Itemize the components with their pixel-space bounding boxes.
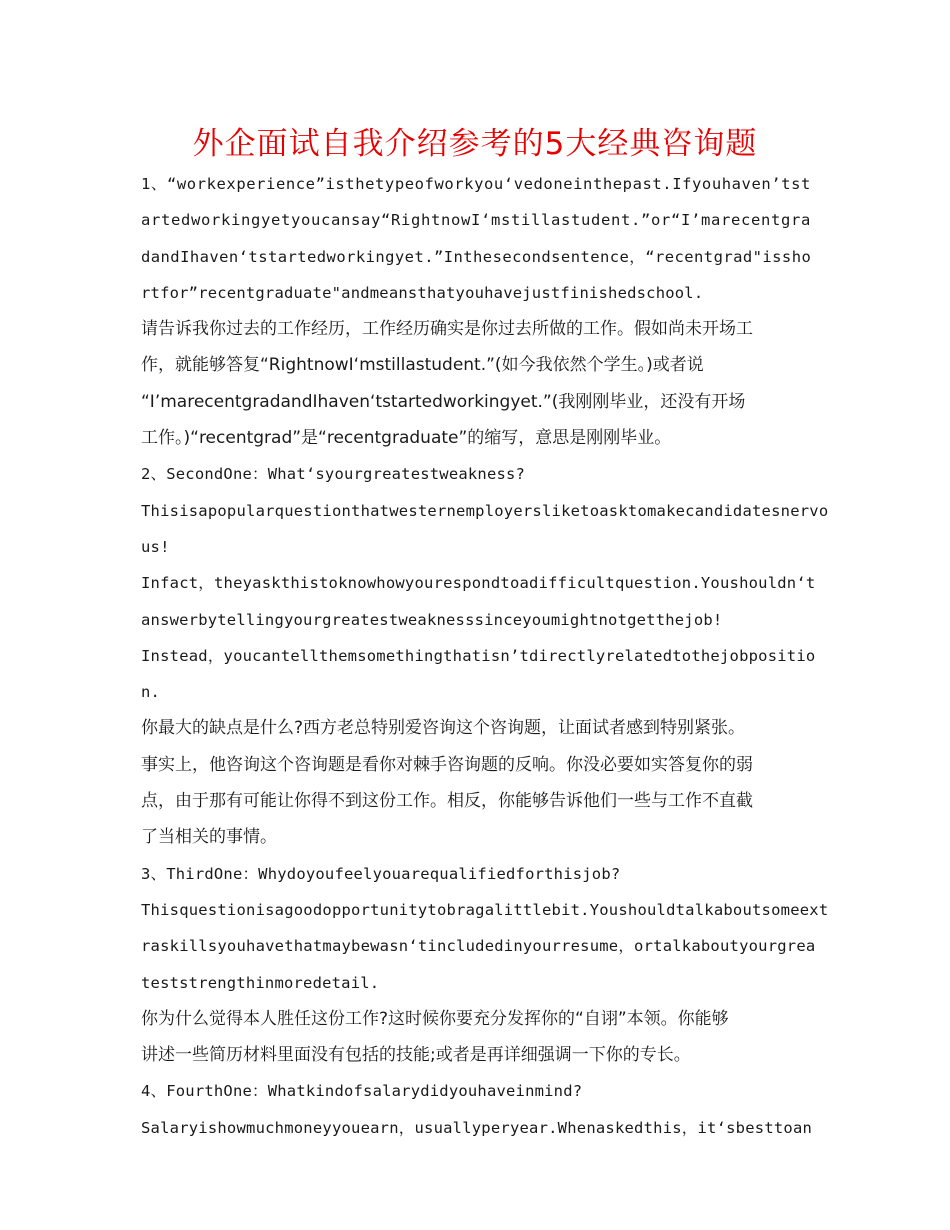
text-line: I n f a c t ， t h e y a s k t h i s t o k n o w h o w y o u r e s p o n d t o a d i f f i c u l t q u e s t i o n . Y o u s h o u l d n ‘ t	[141, 574, 816, 593]
text-line: 工作。)“recentgrad”是“recentgraduate”的缩写，意思是刚刚毕业。	[141, 428, 672, 449]
text-line: r a s k i l l s y o u h a v e t h a t m a y b e w a s n ‘ t i n c l u d e d i n y o u r r e s u m e ， o r t a l k a b o u t y o u r g r e a	[141, 937, 816, 956]
text-line: d a n d I h a v e n ‘ t s t a r t e d w o r k i n g y e t . ” I n t h e s e c o n d s e n t e n c e ， “ r e c e n t g r a d " i s s h o	[141, 247, 811, 266]
text-line: 你为什么觉得本人胜任这份工作?这时候你要充分发挥你的“自诩”本领。你能够	[141, 1008, 729, 1029]
text-line: n.	[141, 683, 161, 702]
text-line: 讲述一些简历材料里面没有包括的技能;或者是再详细强调一下你的专长。	[141, 1045, 691, 1066]
text-line: 2、SecondOne：What‘syourgreatestweakness?	[141, 465, 526, 484]
text-line: 作，就能够答复“RightnowI‘mstillastudent.”(如今我依然个学生。)或者说	[141, 355, 704, 376]
document-title: 外企面试自我介绍参考的5大经典咨询题	[192, 126, 758, 162]
text-line: teststrengthinmoredetail.	[141, 973, 380, 992]
text-line: answerbytellingyourgreatestweaknesssinceyoumightnotgetthejob!	[141, 610, 723, 629]
text-line: rtfor”recentgraduate"andmeansthatyouhavejustfinishedschool.	[141, 283, 704, 302]
text-line: T h i s i s a p o p u l a r q u e s t i o n t h a t w e s t e r n e m p l o y e r s l i k e t o a s k t o m a k e c a n d i d a t e s n e r v o	[141, 501, 829, 520]
text-line: 你最大的缺点是什么?西方老总特别爱咨询这个咨询题，让面试者感到特别紧张。	[141, 718, 746, 739]
document-body	[141, 166, 829, 1146]
text-line: I n s t e a d ， y o u c a n t e l l t h e m s o m e t h i n g t h a t i s n ’ t d i r e c t l y r e l a t e d t o t h e j o b p o s i t i o	[141, 646, 816, 665]
text-line: 4、FourthOne：Whatkindofsalarydidyouhaveinmind?	[141, 1082, 583, 1101]
text-line: us!	[141, 537, 170, 556]
text-line: T h i s q u e s t i o n i s a g o o d o p p o r t u n i t y t o b r a g a l i t t l e b i t . Y o u s h o u l d t a l k a b o u t s o m e e x t	[141, 900, 829, 919]
text-line: 点，由于那有可能让你得不到这份工作。相反，你能够告诉他们一些与工作不直截	[141, 791, 753, 812]
text-line: 1 、 “ w o r k e x p e r i e n c e ” i s t h e t y p e o f w o r k y o u ‘ v e d o n e i n t h e p a s t . I f y o u h a v e n ’ t s t	[141, 175, 811, 193]
text-line: a r t e d w o r k i n g y e t y o u c a n s a y “ R i g h t n o w I ‘ m s t i l l a s t u d e n t . ” o r “ I ’ m a r e c e n t g r a	[141, 211, 811, 230]
text-line: 3、ThirdOne：Whydoyoufeelyouarequalifiedforthisjob?	[141, 864, 621, 883]
text-line: S a l a r y i s h o w m u c h m o n e y y o u e a r n ， u s u a l l y p e r y e a r . W h e n a s k e d t h i s ， i t ‘ s b e s t t o a n	[141, 1118, 813, 1137]
text-line: 事实上，他咨询这个咨询题是看你对棘手咨询题的反响。你没必要如实答复你的弱	[141, 754, 753, 775]
text-line: “I’marecentgradandIhaven‘tstartedworkingyet.”(我刚刚毕业，还没有开场	[141, 391, 746, 412]
text-line: 了当相关的事情。	[141, 827, 277, 848]
text-line: 请告诉我你过去的工作经历，工作经历确实是你过去所做的工作。假如尚未开场工	[141, 319, 753, 340]
